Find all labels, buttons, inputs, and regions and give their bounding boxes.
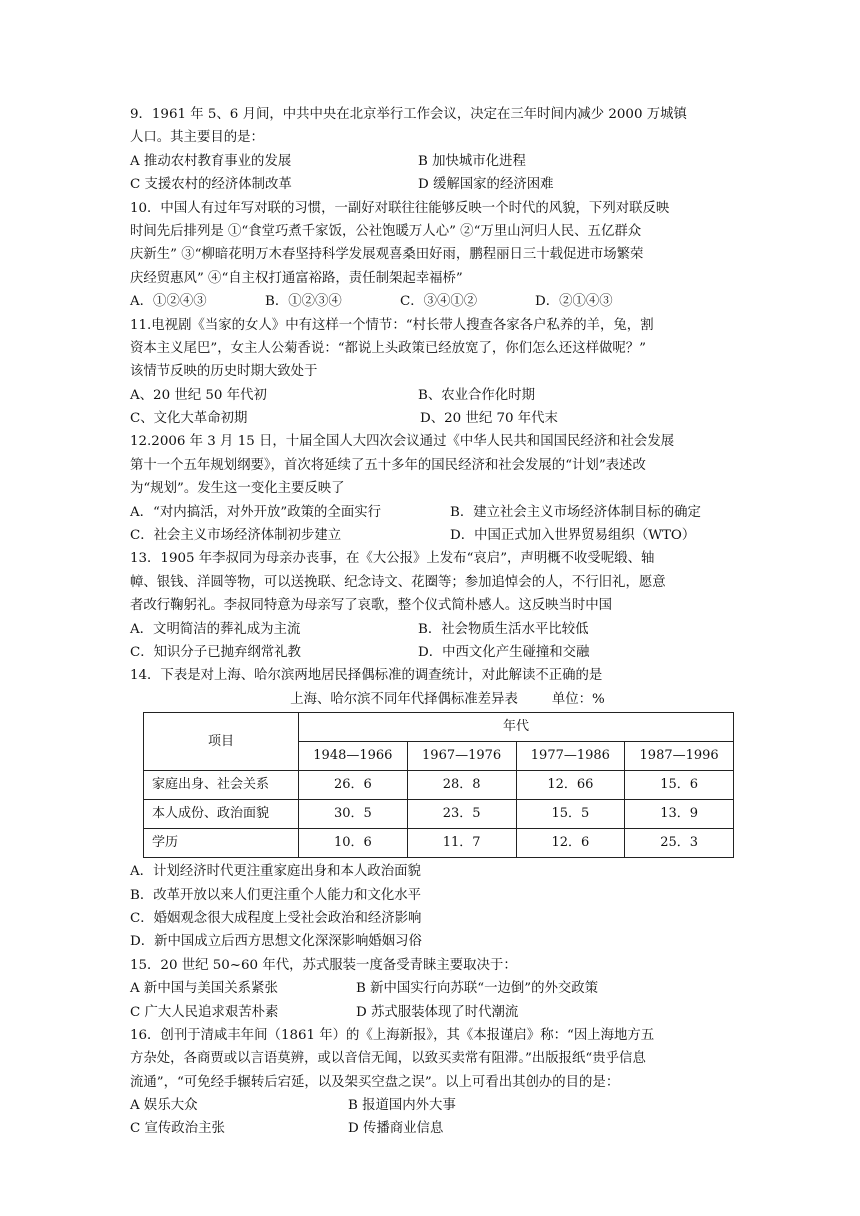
option-a: A．计划经济时代更注重家庭出身和本人政治面貌	[130, 864, 421, 880]
table-row	[144, 800, 734, 829]
table-cell: 28．8	[407, 771, 516, 800]
question-stem-line: 12.2006 年 3 月 15 日，十届全国人大四次会议通过《中华人民共和国国民经济和社会发展	[130, 434, 675, 450]
table-row	[144, 771, 734, 800]
option-b: B 新中国实行向苏联“一边倒”的外交政策	[356, 981, 599, 997]
table-cell: 23．5	[407, 800, 516, 829]
option-b: B．改革开放以来人们更注重个人能力和文化水平	[130, 887, 422, 903]
data-table	[143, 712, 734, 858]
column-header: 1948—1966	[299, 742, 408, 771]
table-title: 上海、哈尔滨不同年代择偶标准差异表	[290, 691, 518, 707]
question-stem-line: 11.电视剧《当家的女人》中有这样一个情节：“村长带人搜查各家各户私养的羊，兔，割	[130, 317, 654, 333]
question-stem-line: 16．创刊于清咸丰年间（1861 年）的《上海新报》，其《本报谨启》称：“因上海地方五	[130, 1027, 655, 1043]
question-stem-line: 者改行鞠躬礼。李叔同特意为母亲写了哀歌，整个仪式简朴感人。这反映当时中国	[130, 598, 613, 614]
question-9	[130, 103, 735, 197]
row-label: 家庭出身、社会关系	[144, 771, 299, 800]
options-row	[130, 407, 735, 430]
table-cell: 10．6	[299, 829, 408, 858]
option-c: C 宣传政治主张	[130, 1121, 225, 1137]
question-stem-line: 方杂处，各商贾或以言语莫辨，或以音信无闻，以致买卖常有阻滞。”出版报纸“贵乎信息	[130, 1051, 646, 1067]
options-row	[130, 384, 735, 407]
question-stem-line: 13．1905 年李叔同为母亲办丧事，在《大公报》上发布“哀启”，声明概不收受呢缎、轴	[130, 551, 655, 567]
question-stem-line: 第十一个五年规划纲要》，首次将延续了五十多年的国民经济和社会发展的“计划”表述改	[130, 457, 646, 473]
exam-page	[130, 103, 735, 1141]
option-a: A 娱乐大众	[130, 1098, 198, 1114]
question-stem-line: 10．中国人有过年写对联的习惯，一副好对联往往能够反映一个时代的风貌，下列对联反映	[130, 200, 670, 216]
option-a: A．文明简洁的葬礼成为主流	[130, 621, 301, 637]
question-stem-line: 人口。其主要目的是：	[130, 130, 264, 146]
options-row	[130, 1117, 735, 1140]
option-d: D．中西文化产生碰撞和交融	[418, 644, 590, 660]
options-row	[130, 290, 735, 313]
question-stem-line: 该情节反映的历史时期大致处于	[130, 364, 318, 380]
question-stem-line: 庆新生” ③“柳暗花明万木春坚持科学发展观喜桑田好雨，鹏程丽日三十载促进市场繁荣	[130, 247, 644, 263]
options-row	[130, 1001, 735, 1024]
options-row	[130, 977, 735, 1000]
table-cell: 15．5	[516, 800, 625, 829]
option-c: C、文化大革命初期	[130, 411, 248, 427]
option-c: C．知识分子已抛弃纲常礼教	[130, 644, 301, 660]
question-11	[130, 314, 735, 431]
question-16	[130, 1024, 735, 1141]
table-cell: 15．6	[625, 771, 734, 800]
option-b: B．社会物质生活水平比较低	[418, 621, 589, 637]
question-stem-line: 9．1961 年 5、6 月间，中共中央在北京举行工作会议，决定在三年时间内减少 2000 万城镇	[130, 107, 687, 122]
options-row	[130, 173, 735, 196]
option-d: D．②①④③	[535, 294, 613, 310]
options-row	[130, 524, 735, 547]
option-b: B．建立社会主义市场经济体制目标的确定	[450, 504, 701, 520]
option-d: D 传播商业信息	[348, 1121, 444, 1137]
options-row	[130, 618, 735, 641]
option-a: A．“对内搞活，对外开放”政策的全面实行	[130, 504, 382, 520]
table-group-header: 年代	[299, 713, 734, 742]
options-row	[130, 501, 735, 524]
table-caption	[130, 688, 735, 711]
question-stem-line: 资本主义尾巴”，女主人公菊香说：“都说上头政策已经放宽了，你们怎么还这样做呢？”	[130, 340, 646, 356]
row-label: 学历	[144, 829, 299, 858]
question-stem-line: 14．下表是对上海、哈尔滨两地居民择偶标准的调查统计，对此解读不正确的是	[130, 668, 603, 684]
question-12	[130, 430, 735, 547]
option-b: B．①②③④	[265, 294, 342, 310]
column-header: 1987—1996	[625, 742, 734, 771]
option-c: C．③④①②	[400, 294, 478, 310]
question-15	[130, 954, 735, 1024]
option-a: A 新中国与美国关系紧张	[130, 981, 278, 997]
table-cell: 11．7	[407, 829, 516, 858]
question-stem-line: 为“规划”。发生这一变化主要反映了	[130, 481, 345, 497]
option-c: C．婚姻观念很大成程度上受社会政治和经济影响	[130, 910, 422, 926]
table-cell: 26．6	[299, 771, 408, 800]
question-14	[130, 664, 735, 953]
table-row	[144, 829, 734, 858]
question-stem-line: 庆经贸惠风” ④“自主权打通富裕路，责任制架起幸福桥”	[130, 270, 463, 286]
row-label: 本人成份、政治面貌	[144, 800, 299, 829]
option-c: C．社会主义市场经济体制初步建立	[130, 528, 342, 544]
option-a: A、20 世纪 50 年代初	[130, 387, 267, 403]
table-cell: 13．9	[625, 800, 734, 829]
question-13	[130, 547, 735, 664]
options-row	[130, 1094, 735, 1117]
table-corner-header: 项目	[144, 713, 299, 771]
table-cell: 12．66	[516, 771, 625, 800]
table-cell: 30．5	[299, 800, 408, 829]
option-b: B 加快城市化进程	[418, 153, 526, 169]
column-header: 1977—1986	[516, 742, 625, 771]
option-d: D．新中国成立后西方思想文化深深影响婚姻习俗	[130, 934, 422, 950]
option-d: D．中国正式加入世界贸易组织（WTO）	[450, 528, 696, 544]
table-cell: 25．3	[625, 829, 734, 858]
option-b: B 报道国内外大事	[348, 1098, 456, 1114]
option-c: C 支援农村的经济体制改革	[130, 177, 292, 193]
question-10	[130, 197, 735, 314]
table-cell: 12．6	[516, 829, 625, 858]
option-c: C 广大人民追求艰苦朴素	[130, 1004, 279, 1020]
options-row	[130, 150, 735, 173]
table-header-row	[144, 713, 734, 742]
question-stem-line: 流通”，“可免经手辗转后宕延，以及架买空盘之误”。以上可看出其创办的目的是：	[130, 1074, 620, 1090]
option-d: D 缓解国家的经济困难	[418, 177, 554, 193]
question-stem-line: 时间先后排列是 ①“食堂巧煮千家饭，公社饱暖万人心” ②“万里山河归人民、五亿群众	[130, 223, 642, 239]
question-stem-line: 幛、银钱、洋圆等物，可以送挽联、纪念诗文、花圈等；参加追悼会的人，不行旧礼，愿意	[130, 574, 666, 590]
column-header: 1967—1976	[407, 742, 516, 771]
question-stem-line: 15．20 世纪 50~60 年代，苏式服装一度备受青睐主要取决于：	[130, 957, 517, 973]
table-unit: 单位：%	[551, 691, 605, 707]
option-a: A．①②④③	[130, 294, 207, 310]
option-b: B、农业合作化时期	[418, 387, 535, 403]
options-row	[130, 641, 735, 664]
option-a: A 推动农村教育事业的发展	[130, 153, 292, 169]
option-d: D 苏式服装体现了时代潮流	[356, 1004, 519, 1020]
option-d: D、20 世纪 70 年代末	[420, 411, 558, 427]
